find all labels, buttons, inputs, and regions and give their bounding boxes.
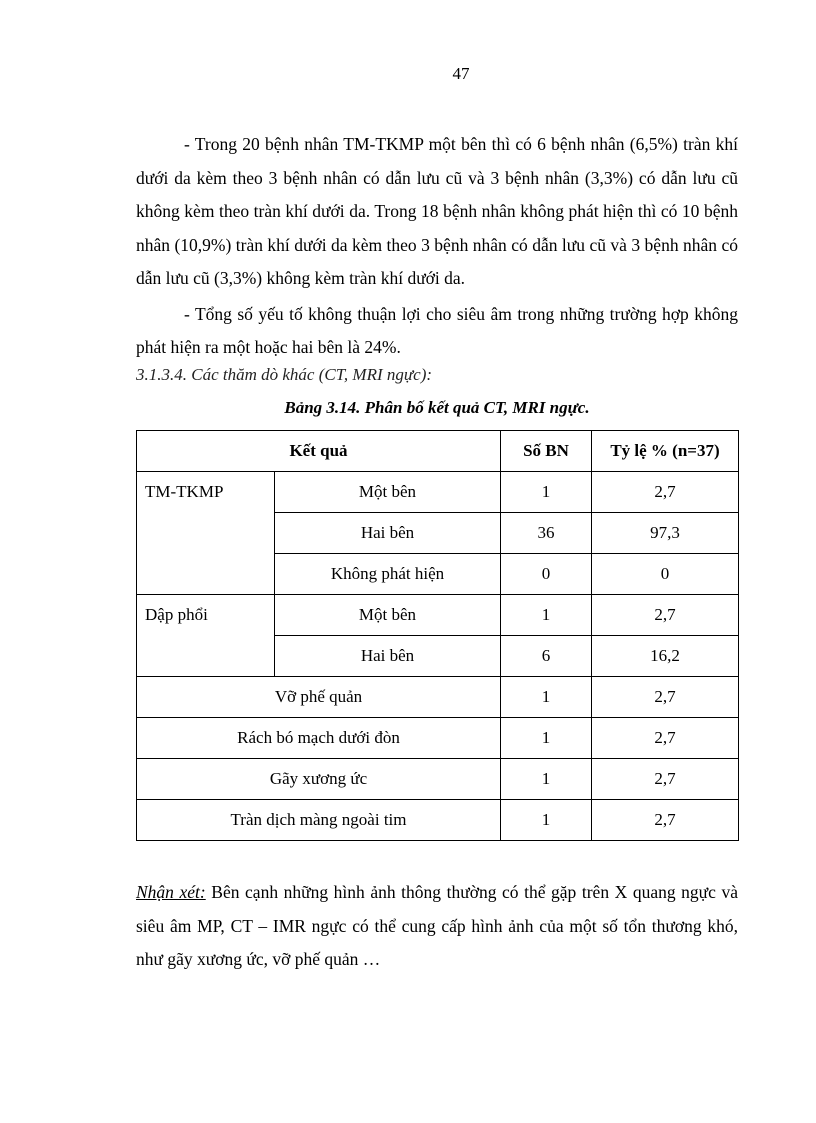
header-count: Số BN xyxy=(501,431,592,472)
row-label: Hai bên xyxy=(275,513,501,554)
row-count: 0 xyxy=(501,554,592,595)
header-result: Kết quả xyxy=(137,431,501,472)
table-row xyxy=(137,759,739,800)
section-heading: 3.1.3.4. Các thăm dò khác (CT, MRI ngực): xyxy=(136,365,433,384)
row-label: Một bên xyxy=(275,472,501,513)
row-percent: 97,3 xyxy=(592,513,739,554)
table-header-row xyxy=(137,431,739,472)
page-number: 47 xyxy=(452,64,470,83)
row-label: Gãy xương ức xyxy=(137,759,501,800)
row-count: 1 xyxy=(501,472,592,513)
row-percent: 2,7 xyxy=(592,595,739,636)
row-percent: 0 xyxy=(592,554,739,595)
row-count: 6 xyxy=(501,636,592,677)
table-row xyxy=(137,595,739,636)
row-count: 1 xyxy=(501,800,592,841)
paragraph: - Tổng số yếu tố không thuận lợi cho siêu âm trong những trường hợp không phát hiện ra một hoặc hai bên là 24%. xyxy=(136,303,738,357)
group-label-tm-tkmp: TM-TKMP xyxy=(137,472,275,595)
row-count: 1 xyxy=(501,677,592,718)
row-label: Vỡ phế quản xyxy=(137,677,501,718)
row-percent: 2,7 xyxy=(592,718,739,759)
row-percent: 2,7 xyxy=(592,677,739,718)
row-percent: 2,7 xyxy=(592,472,739,513)
row-label: Tràn dịch màng ngoài tim xyxy=(137,800,501,841)
paragraph: - Trong 20 bệnh nhân TM-TKMP một bên thì có 6 bệnh nhân (6,5%) tràn khí dưới da kèm theo 3 bệnh nhân có dẫn lưu cũ và 3 bệnh nhân (3,3%) có dẫn lưu cũ không kèm theo tràn khí dưới da. Trong 18 bệnh nhân không phát hiện thì có 10 bệnh nhân (10,9%) tràn khí dưới da kèm theo 3 bệnh nhân có dẫn lưu cũ và 3 bệnh nhân có dẫn lưu cũ (3,3%) không kèm tràn khí dưới da. xyxy=(136,134,738,288)
row-label: Rách bó mạch dưới đòn xyxy=(137,718,501,759)
row-label: Một bên xyxy=(275,595,501,636)
row-count: 36 xyxy=(501,513,592,554)
row-count: 1 xyxy=(501,718,592,759)
row-label: Không phát hiện xyxy=(275,554,501,595)
row-count: 1 xyxy=(501,595,592,636)
table-row xyxy=(137,718,739,759)
row-percent: 2,7 xyxy=(592,759,739,800)
table-row xyxy=(137,800,739,841)
results-table xyxy=(136,430,739,841)
row-label: Hai bên xyxy=(275,636,501,677)
body-text xyxy=(136,128,738,365)
row-count: 1 xyxy=(501,759,592,800)
row-percent: 16,2 xyxy=(592,636,739,677)
table-caption: Bảng 3.14. Phân bố kết quả CT, MRI ngực. xyxy=(284,398,590,417)
row-percent: 2,7 xyxy=(592,800,739,841)
remark-label: Nhận xét: xyxy=(136,882,206,902)
table-row xyxy=(137,472,739,513)
remark-text: Bên cạnh những hình ảnh thông thường có thể gặp trên X quang ngực và siêu âm MP, CT – IMR ngực có thể cung cấp hình ảnh của một số tổn thương khó, như gãy xương ức, vỡ phế quản … xyxy=(136,882,738,969)
remark-paragraph xyxy=(136,876,738,977)
table-row xyxy=(137,677,739,718)
group-label-dap-phoi: Dập phổi xyxy=(137,595,275,677)
header-percent: Tỷ lệ % (n=37) xyxy=(592,431,739,472)
